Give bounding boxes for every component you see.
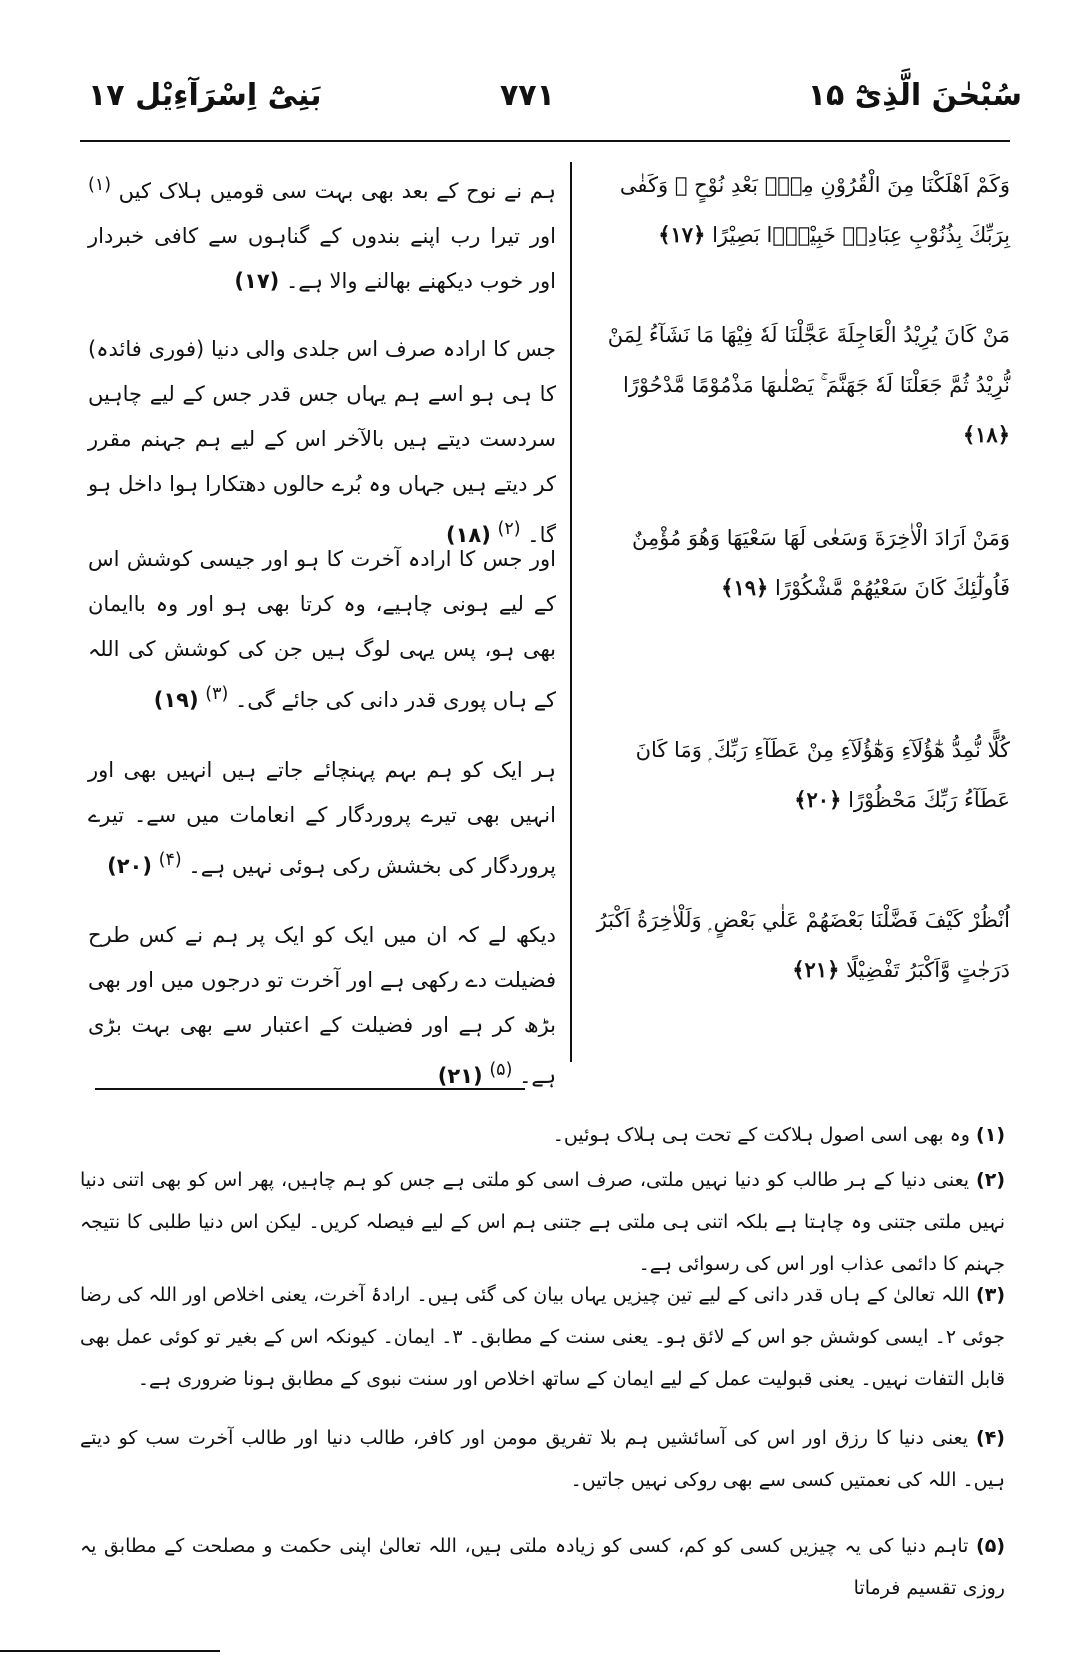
urdu-translation-20 bbox=[88, 748, 556, 889]
header-rule bbox=[80, 140, 1010, 142]
ayah-marker: ﴿۱۷﴾ bbox=[658, 222, 706, 247]
arabic-verse-21 bbox=[590, 895, 1010, 995]
footnote-text: یعنی دنیا کا رزق اور اس کی آسائشیں ہم بلا تفریق مومن اور کافر، طالب دنیا اور طالب آخرت سب کو دیتے ہیں۔ اللہ کی نعمتیں کسی سے بھی روکی نہیں جاتیں۔ bbox=[80, 1427, 1005, 1491]
arabic-text: كُلًّا نُّمِدُّ هٰٓؤُلَآءِ وَهٰٓؤُلَآءِ مِنْ عَطَآءِ رَبِّكَ ۭ وَمَا كَانَ عَطَآءُ رَبِّكَ مَحْظُوْرًا bbox=[635, 738, 1010, 812]
footnote-text: یعنی دنیا کے ہر طالب کو دنیا نہیں ملتی، صرف اسی کو ملتی ہے جس کو ہم چاہیں، پھر اس کو بھی اتنی دنیا نہیں ملتی جتنی وہ چاہتا ہے بلکہ اتنی ہی ملتی ہے جتنی ہم اس کے لیے فیصلہ کریں۔ لیکن اس دنیا طلبی کا نتیجہ جہنم کا دائمی عذاب اور اس کی رسوائی ہے۔ bbox=[80, 1169, 1005, 1275]
verse-number: (۱۷) bbox=[234, 269, 280, 293]
urdu-translation-17 bbox=[88, 163, 556, 304]
urdu-translation-21 bbox=[88, 913, 556, 1099]
page-bottom-rule bbox=[0, 1650, 220, 1652]
urdu-translation-18 bbox=[88, 327, 556, 558]
footnote-1 bbox=[80, 1114, 1005, 1156]
footnote-ref: (۵) bbox=[489, 1060, 513, 1080]
arabic-verse-18 bbox=[590, 310, 1010, 460]
arabic-text: اُنْظُرْ كَيْفَ فَضَّلْنَا بَعْضَهُمْ عَلٰي بَعْضٍ ۭ وَلَلْاٰخِرَةُ اَكْبَرُ دَرَجٰتٍ وَّاَكْبَرُ تَفْضِيْلًا bbox=[596, 908, 1010, 982]
footnote-2 bbox=[80, 1159, 1005, 1285]
footnote-number: (۲) bbox=[976, 1169, 1005, 1191]
urdu-translation-19 bbox=[88, 537, 556, 723]
footnote-3 bbox=[80, 1274, 1005, 1400]
footnote-5 bbox=[80, 1525, 1005, 1609]
ayah-marker: ﴿۲۱﴾ bbox=[792, 957, 840, 982]
footnote-ref: (۳) bbox=[205, 684, 229, 704]
urdu-text: دیکھ لے کہ ان میں ایک کو ایک پر ہم نے کس طرح فضیلت دے رکھی ہے اور آخرت تو درجوں میں اور بھی بڑھ کر ہے اور فضیلت کے اعتبار سے بھی بہت بڑی ہے۔ bbox=[88, 923, 556, 1088]
arabic-text: وَكَمْ اَهْلَكْنَا مِنَ الْقُرُوْنِ مِنْۢ بَعْدِ نُوْحٍ ۗ وَكَفٰى بِرَبِّكَ بِذُنُوْبِ عِبَادِهٖ خَبِيْرًۢا بَصِيْرًا bbox=[619, 173, 1010, 247]
footnote-text: وہ بھی اسی اصول ہلاکت کے تحت ہی ہلاک ہوئیں۔ bbox=[552, 1124, 970, 1146]
footnote-text: تاہم دنیا کی یہ چیزیں کسی کو کم، کسی کو زیادہ ملتی ہیں، اللہ تعالیٰ اپنی حکمت و مصلحت کے مطابق یہ روزی تقسیم فرماتا bbox=[80, 1535, 1005, 1599]
footnote-ref: (۲) bbox=[497, 519, 521, 539]
arabic-verse-20 bbox=[590, 725, 1010, 825]
urdu-text: جس کا ارادہ صرف اس جلدی والی دنیا (فوری فائدہ) کا ہی ہو اسے ہم یہاں جس قدر جس کے لیے چاہیں سردست دیتے ہیں بالآخر اس کے لیے ہم جہنم مقرر کر دیتے ہیں جہاں وہ بُرے حالوں دھتکارا ہوا داخل ہو گا۔ bbox=[88, 337, 556, 547]
arabic-text: مَنْ كَانَ يُرِيْدُ الْعَاجِلَةَ عَجَّلْنَا لَهٗ فِيْهَا مَا نَشَآءُ لِمَنْ نُّرِيْدُ ثُمَّ جَعَلْنَا لَهٗ جَهَنَّمَ ۚ يَصْلٰىهَا مَذْمُوْمًا مَّدْحُوْرًا bbox=[607, 323, 1010, 397]
urdu-text: ہم نے نوح کے بعد بھی بہت سی قومیں ہلاک کیں bbox=[118, 179, 556, 203]
footnote-number: (۵) bbox=[976, 1535, 1005, 1557]
footnote-separator bbox=[95, 1088, 525, 1090]
footnote-number: (۴) bbox=[976, 1427, 1005, 1449]
column-divider bbox=[570, 162, 572, 1062]
ayah-marker: ﴿۲۰﴾ bbox=[794, 787, 842, 812]
verse-number: (۲۱) bbox=[437, 1064, 483, 1088]
footnote-number: (۱) bbox=[976, 1124, 1005, 1146]
para-header: بَنِیْٓ اِسْرَآءِیْل ۱۷ bbox=[88, 78, 322, 113]
arabic-verse-19 bbox=[590, 513, 1010, 613]
surah-header: سُبْحٰنَ الَّذِیْٓ ۱۵ bbox=[807, 78, 1022, 113]
arabic-text: وَمَنْ اَرَادَ الْاٰخِرَةَ وَسَعٰى لَهَا سَعْيَهَا وَهُوَ مُؤْمِنٌ فَاُولٰٓئِكَ كَانَ سَعْيُهُمْ مَّشْكُوْرًا bbox=[631, 526, 1010, 600]
arabic-verse-17 bbox=[590, 160, 1010, 260]
footnote-4 bbox=[80, 1417, 1005, 1501]
urdu-text: ہر ایک کو ہم بہم پہنچائے جاتے ہیں انہیں بھی اور انہیں بھی تیرے پروردگار کے انعامات میں سے۔ تیرے پروردگار کی بخشش رکی ہوئی نہیں ہے۔ bbox=[88, 758, 556, 878]
footnote-ref: (۱) bbox=[88, 175, 112, 195]
verse-number: (۱۹) bbox=[153, 688, 199, 712]
ayah-marker: ﴿۱۸﴾ bbox=[962, 422, 1010, 447]
footnote-text: اللہ تعالیٰ کے ہاں قدر دانی کے لیے تین چیزیں یہاں بیان کی گئی ہیں۔ ارادۂ آخرت، یعنی اخلاص اور اللہ کی رضا جوئی ۲۔ ایسی کوشش جو اس کے لائق ہو۔ یعنی سنت کے مطابق۔ ۳۔ ایمان۔ کیونکہ اس کے بغیر تو کوئی عمل بھی قابل التفات نہیں۔ یعنی قبولیت عمل کے لیے ایمان کے ساتھ اخلاص اور سنت نبوی کے مطابق ہونا ضروری ہے۔ bbox=[80, 1284, 1005, 1390]
footnote-number: (۳) bbox=[976, 1284, 1005, 1306]
page-number: ۷۷۱ bbox=[500, 78, 555, 113]
verse-number: (۲۰) bbox=[107, 854, 152, 878]
urdu-text: اور جس کا ارادہ آخرت کا ہو اور جیسی کوشش اس کے لیے ہونی چاہیے، وہ کرتا بھی ہو اور وہ باایمان بھی ہو، پس یہی لوگ ہیں جن کی کوشش کی اللہ کے ہاں پوری قدر دانی کی جائے گی۔ bbox=[88, 547, 556, 712]
verse-number: (۱۸) bbox=[446, 523, 491, 547]
footnote-ref: (۴) bbox=[158, 850, 182, 870]
ayah-marker: ﴿۱۹﴾ bbox=[721, 575, 769, 600]
urdu-text-rest: اور تیرا رب اپنے بندوں کے گناہوں سے کافی خبردار اور خوب دیکھنے بھالنے والا ہے۔ bbox=[88, 224, 556, 293]
